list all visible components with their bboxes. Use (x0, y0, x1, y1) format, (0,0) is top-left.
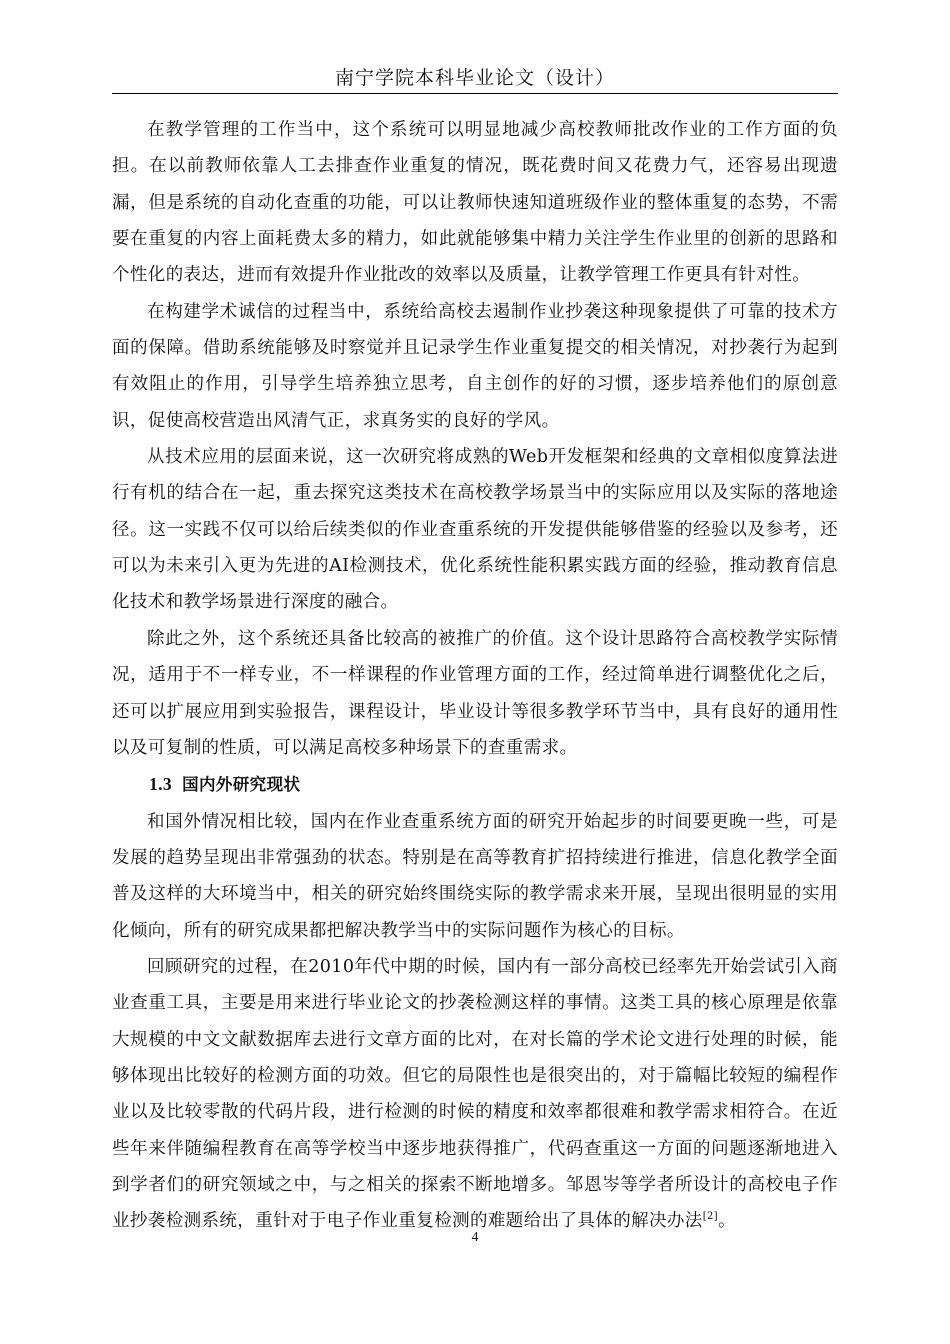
section-number: 1.3 (149, 774, 173, 795)
body-paragraph: 在构建学术诚信的过程当中，系统给高校去遏制作业抄袭这种现象提供了可靠的技术方面的保障。借助系统能够及时察觉并且记录学生作业重复提交的相关情况，对抄袭行为起到有效阻止的作用，引导学生培养独立思考，自主创作的好的习惯，逐步培养他们的原创意识，促使高校营造出风清气正，求真务实的良好的学风。 (112, 301, 838, 431)
section-title: 国内外研究现状 (182, 775, 301, 795)
document-body (112, 112, 838, 1240)
citation-reference: [2] (702, 1211, 719, 1223)
body-paragraph (112, 949, 838, 1240)
body-paragraph: 从技术应用的层面来说，这一次研究将成熟的Web开发框架和经典的文章相似度算法进行有机的结合在一起，重去探究这类技术在高校教学场景当中的实际应用以及实际的落地途径。这一实践不仅可以给后续类似的作业查重系统的开发提供能够借鉴的经验以及参考，还可以为未来引入更为先进的AI检测技术，优化系统性能积累实践方面的经验，推动教育信息化技术和教学场景进行深度的融合。 (112, 447, 838, 613)
body-paragraph: 和国外情况相比较，国内在作业查重系统方面的研究开始起步的时间要更晚一些，可是发展的趋势呈现出非常强劲的状态。特别是在高等教育扩招持续进行推进，信息化教学全面普及这样的大环境当中，相关的研究始终围绕实际的教学需求来开展，呈现出很明显的实用化倾向，所有的研究成果都把解决教学当中的实际问题作为核心的目标。 (112, 811, 838, 941)
section-heading (112, 766, 838, 803)
body-paragraph: 在教学管理的工作当中，这个系统可以明显地减少高校教师批改作业的工作方面的负担。在以前教师依靠人工去排查作业重复的情况，既花费时间又花费力气，还容易出现遗漏，但是系统的自动化查重的功能，可以让教师快速知道班级作业的整体重复的态势，不需要在重复的内容上面耗费太多的精力，如此就能够集中精力关注学生作业里的创新的思路和个性化的表达，进而有效提升作业批改的效率以及质量，让教学管理工作更具有针对性。 (112, 120, 838, 286)
page-number: 4 (471, 1230, 479, 1245)
header-divider (112, 93, 838, 94)
paragraph-text: 回顾研究的过程，在2010年代中期的时候，国内有一部分高校已经率先开始尝试引入商业查重工具，主要是用来进行毕业论文的抄袭检测这样的事情。这类工具的核心原理是依靠大规模的中文文献数据库去进行文章方面的比对，在对长篇的学术论文进行处理的时候，能够体现出比较好的检测方面的功效。但它的局限性也是很突出的，对于篇幅比较短的编程作业以及比较零散的代码片段，进行检测的时候的精度和效率都很难和教学需求相符合。在近些年来伴随编程教育在高等学校当中逐步地获得推广，代码查重这一方面的问题逐渐地进入到学者们的研究领域之中，与之相关的探索不断地增多。邹恩岑等学者所设计的高校电子作业抄袭检测系统，重针对于电子作业重复检测的难题给出了具体的解决办法 (112, 956, 838, 1232)
paragraph-end: 。 (718, 1211, 736, 1232)
running-header: 南宁学院本科毕业论文（设计） (334, 67, 615, 89)
body-paragraph: 除此之外，这个系统还具备比较高的被推广的价值。这个设计思路符合高校教学实际情况，适用于不一样专业，不一样课程的作业管理方面的工作，经过简单进行调整优化之后，还可以扩展应用到实验报告，课程设计，毕业设计等很多教学环节当中，具有良好的通用性以及可复制的性质，可以满足高校多种场景下的查重需求。 (112, 628, 838, 758)
